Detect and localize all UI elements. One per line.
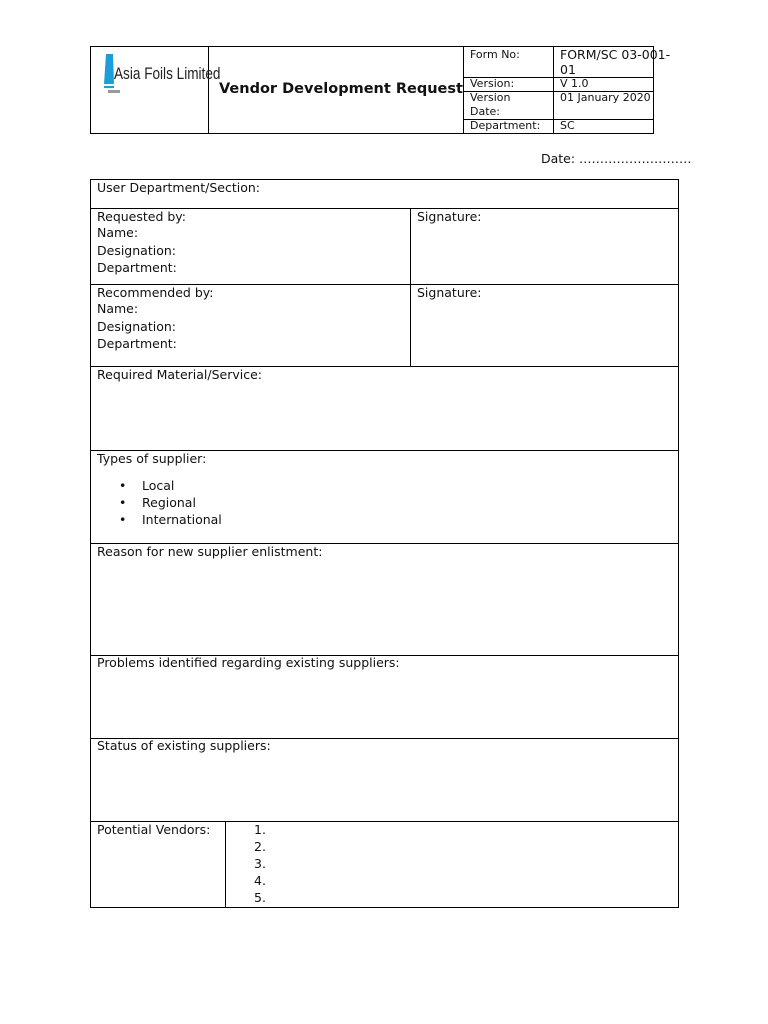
list-item: 3.	[254, 856, 266, 871]
date-line: Date: ………………………	[541, 151, 692, 166]
logo-text: Asia Foils Limited	[114, 64, 221, 84]
form-no-label: Form No:	[470, 48, 520, 61]
problems-label: Problems identified regarding existing suppliers:	[97, 655, 400, 670]
list-item: 5.	[254, 890, 266, 905]
required-material-label: Required Material/Service:	[97, 367, 263, 382]
list-item: 1.	[254, 822, 266, 837]
list-item: • Local	[97, 477, 222, 494]
logo-mark-icon	[102, 52, 221, 98]
reason-label: Reason for new supplier enlistment:	[97, 544, 323, 559]
version-label: Version:	[470, 77, 515, 90]
requested-by-label: Requested by:	[97, 209, 187, 224]
recommended-designation-label: Designation:	[97, 319, 176, 334]
requested-designation-label: Designation:	[97, 243, 176, 258]
types-of-supplier-label: Types of supplier:	[97, 451, 207, 466]
requested-signature-label: Signature:	[417, 209, 482, 224]
requested-name-label: Name:	[97, 225, 139, 240]
version-date-value: 01 January 2020	[560, 91, 651, 104]
list-item: • International	[97, 511, 222, 528]
list-item: 2.	[254, 839, 266, 854]
user-department-label: User Department/Section:	[97, 180, 260, 195]
recommended-department-label: Department:	[97, 336, 177, 351]
list-item: • Regional	[97, 494, 222, 511]
status-label: Status of existing suppliers:	[97, 738, 271, 753]
form-no-value: FORM/SC 03-001- 01	[560, 47, 671, 77]
requested-department-label: Department:	[97, 260, 177, 275]
list-item: 4.	[254, 873, 266, 888]
recommended-name-label: Name:	[97, 301, 139, 316]
page-title: Vendor Development Request	[219, 81, 463, 97]
recommended-by-label: Recommended by:	[97, 285, 214, 300]
recommended-signature-label: Signature:	[417, 285, 482, 300]
company-logo	[102, 52, 221, 98]
vendor-number-list	[254, 821, 266, 906]
version-value: V 1.0	[560, 77, 589, 90]
potential-vendors-label: Potential Vendors:	[97, 822, 211, 837]
department-value: SC	[560, 119, 575, 132]
supplier-type-list	[97, 477, 222, 528]
department-label: Department:	[470, 119, 541, 132]
version-date-label: Version Date:	[470, 91, 511, 118]
